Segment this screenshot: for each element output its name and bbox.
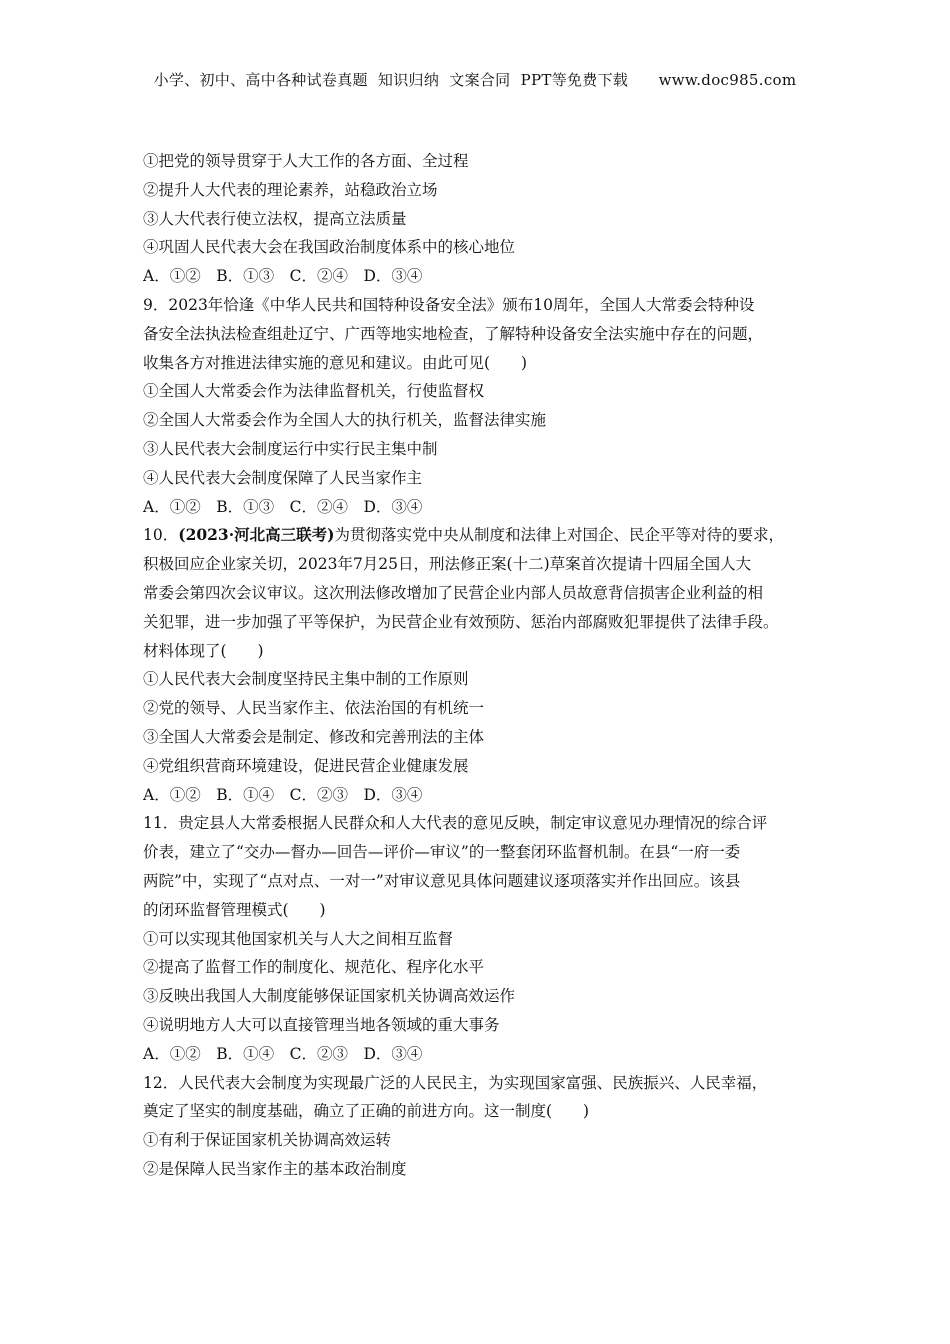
answer-choices: A．①② B．①③ C．②④ D．③④ [143, 497, 423, 516]
option-2: ②全国人大常委会作为全国人大的执行机关，监督法律实施 [143, 411, 547, 430]
option-4: ④人民代表大会制度保障了人民当家作主 [143, 468, 423, 487]
option-1: ①把党的领导贯穿于人大工作的各方面、全过程 [143, 152, 469, 170]
question-stem-line: 12．人民代表大会制度为实现最广泛的人民民主，为实现国家富强、民族振兴、人民幸福， [143, 1073, 768, 1092]
question-stem-line: 两院”中，实现了“点对点、一对一”对审议意见具体问题建议逐项落实并作出回应。该县 [143, 871, 741, 890]
answer-choices: A．①② B．①③ C．②④ D．③④ [143, 267, 423, 286]
question-stem-line: 关犯罪，进一步加强了平等保护，为民营企业有效预防、惩治内部腐败犯罪提供了法律手段。 [143, 612, 779, 631]
option-4: ④巩固人民代表大会在我国政治制度体系中的核心地位 [143, 238, 516, 257]
option-2: ②党的领导、人民当家作主、依法治国的有机统一 [143, 699, 485, 718]
question-10 [143, 521, 823, 809]
question-stem-line [143, 521, 823, 550]
question-stem-line: 常委会第四次会议审议。这次刑法修改增加了民营企业内部人员故意背信损害企业利益的相 [143, 583, 764, 602]
option-3: ③反映出我国人大制度能够保证国家机关协调高效运作 [143, 987, 516, 1006]
question-source: (2023·河北高三联考) [178, 525, 335, 545]
option-3: ③全国人大常委会是制定、修改和完善刑法的主体 [143, 727, 485, 746]
question-stem-line: 奠定了坚实的制度基础，确立了正确的前进方向。这一制度( ) [143, 1102, 590, 1121]
question-stem-line: 的闭环监督管理模式( ) [143, 900, 326, 919]
question-stem-line: 积极回应企业家关切，2023年7月25日，刑法修正案(十二)草案首次提请十四届全国人大 [143, 555, 752, 574]
answer-choices: A．①② B．①④ C．②③ D．③④ [143, 1044, 423, 1063]
option-1: ①有利于保证国家机关协调高效运转 [143, 1131, 392, 1150]
question-stem-line: 9．2023年恰逢《中华人民共和国特种设备安全法》颁布10周年，全国人大常委会特种设 [143, 295, 755, 314]
page-header: 小学、初中、高中各种试卷真题 知识归纳 文案合同 PPT等免费下载 www.doc985.com [153, 71, 797, 89]
question-9 [143, 291, 823, 521]
option-2: ②提升人大代表的理论素养，站稳政治立场 [143, 180, 438, 199]
option-1: ①全国人大常委会作为法律监督机关，行使监督权 [143, 382, 485, 401]
question-stem-line: 价表，建立了“交办—督办—回告—评价—审议”的一整套闭环监督机制。在县“一府一委 [143, 843, 741, 862]
question-12 [143, 1069, 823, 1184]
option-4: ④说明地方人大可以直接管理当地各领域的重大事务 [143, 1015, 500, 1034]
option-4: ④党组织营商环境建设，促进民营企业健康发展 [143, 756, 469, 775]
question-content [143, 147, 823, 1184]
question-number: 10． [143, 526, 179, 545]
question-stem-line: 备安全法执法检查组赴辽宁、广西等地实地检查，了解特种设备安全法实施中存在的问题， [143, 324, 764, 343]
question-stem-line: 11．贵定县人大常委根据人民群众和人大代表的意见反映，制定审议意见办理情况的综合评 [143, 814, 768, 833]
question-8 [143, 147, 823, 291]
option-2: ②提高了监督工作的制度化、规范化、程序化水平 [143, 958, 485, 977]
option-2: ②是保障人民当家作主的基本政治制度 [143, 1159, 407, 1178]
answer-choices: A．①② B．①④ C．②③ D．③④ [143, 785, 423, 804]
question-stem-line: 材料体现了( ) [143, 641, 264, 660]
option-1: ①可以实现其他国家机关与人大之间相互监督 [143, 929, 454, 948]
question-stem-text: 为贯彻落实党中央从制度和法律上对国企、民企平等对待的要求， [334, 526, 784, 545]
question-11 [143, 809, 823, 1068]
option-3: ③人大代表行使立法权，提高立法质量 [143, 209, 407, 228]
option-1: ①人民代表大会制度坚持民主集中制的工作原则 [143, 670, 469, 689]
option-3: ③人民代表大会制度运行中实行民主集中制 [143, 439, 438, 458]
question-stem-line: 收集各方对推进法律实施的意见和建议。由此可见( ) [143, 353, 528, 372]
